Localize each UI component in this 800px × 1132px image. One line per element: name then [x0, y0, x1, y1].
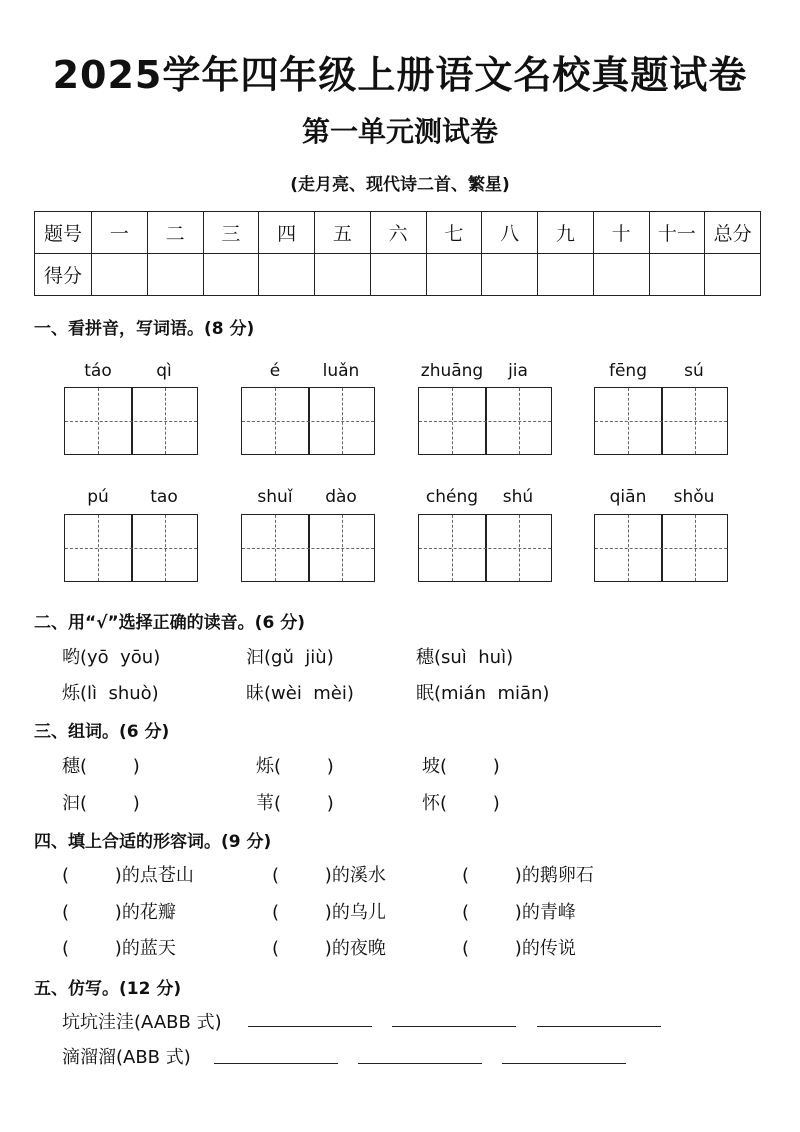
score-table-col: 五 — [315, 212, 371, 254]
adjective-item[interactable]: ( )的传说 — [462, 938, 576, 959]
score-cell[interactable] — [705, 254, 761, 296]
pinyin: é — [269, 361, 281, 381]
pinyin: pú — [87, 487, 109, 507]
score-cell[interactable] — [203, 254, 259, 296]
adjective-item[interactable]: ( )的蓝天 — [62, 938, 176, 959]
word-item[interactable]: 穗( ) — [62, 756, 140, 777]
answer-blank[interactable] — [214, 1063, 338, 1064]
writing-grid[interactable] — [418, 514, 552, 582]
pinyin: zhuāng — [420, 361, 484, 381]
score-table-row2-header: 得分 — [35, 254, 92, 296]
score-cell[interactable] — [649, 254, 705, 296]
section4-heading: 四、填上合适的形容词。(9 分) — [34, 832, 272, 852]
imitation-prompt: 滴溜溜(ABB 式) — [62, 1047, 191, 1068]
pinyin: tao — [150, 487, 178, 507]
adjective-item[interactable]: ( )的花瓣 — [62, 902, 176, 923]
pinyin: shú — [502, 487, 534, 507]
section3-heading: 三、组词。(6 分) — [34, 722, 170, 742]
answer-blank[interactable] — [502, 1063, 626, 1064]
writing-grid[interactable] — [241, 387, 375, 455]
lesson-list: (走月亮、现代诗二首、繁星) — [290, 175, 510, 195]
answer-blank[interactable] — [537, 1026, 661, 1027]
writing-grid[interactable] — [64, 387, 198, 455]
pinyin: shuǐ — [257, 487, 293, 507]
adjective-item[interactable]: ( )的鹅卵石 — [462, 865, 594, 886]
adjective-item[interactable]: ( )的夜晚 — [272, 938, 386, 959]
score-cell[interactable] — [92, 254, 148, 296]
writing-grid[interactable] — [241, 514, 375, 582]
pinyin: luǎn — [322, 361, 360, 381]
writing-grid[interactable] — [594, 387, 728, 455]
pinyin: fēng — [608, 361, 647, 381]
score-table-col: 总分 — [705, 212, 761, 254]
section1-heading: 一、看拼音，写词语。(8 分) — [34, 319, 255, 339]
word-item[interactable]: 坡( ) — [422, 756, 500, 777]
pinyin: jia — [508, 361, 528, 381]
writing-grid[interactable] — [64, 514, 198, 582]
score-cell[interactable] — [315, 254, 371, 296]
pinyin: shǒu — [673, 487, 715, 507]
section5-heading: 五、仿写。(12 分) — [34, 979, 182, 999]
score-table-col: 十 — [593, 212, 649, 254]
word-item[interactable]: 汩( ) — [62, 793, 140, 814]
score-cell[interactable] — [259, 254, 315, 296]
score-table-col: 六 — [370, 212, 426, 254]
imitation-prompt: 坑坑洼洼(AABB 式) — [62, 1012, 222, 1033]
pronunciation-item[interactable]: 昧(wèi mèi) — [246, 683, 354, 704]
answer-blank[interactable] — [358, 1063, 482, 1064]
section2-heading: 二、用“√”选择正确的读音。(6 分) — [34, 613, 305, 633]
score-cell[interactable] — [370, 254, 426, 296]
score-table-header-row — [35, 212, 761, 254]
score-table-row1-header: 题号 — [35, 212, 92, 254]
adjective-item[interactable]: ( )的乌儿 — [272, 902, 386, 923]
pronunciation-item[interactable]: 汩(gǔ jiù) — [246, 647, 334, 668]
word-item[interactable]: 苇( ) — [256, 793, 334, 814]
pinyin: chéng — [425, 487, 479, 507]
page-title: 2025学年四年级上册语文名校真题试卷 — [52, 53, 748, 97]
score-table — [34, 211, 761, 296]
score-table-score-row — [35, 254, 761, 296]
score-cell[interactable] — [147, 254, 203, 296]
score-cell[interactable] — [538, 254, 594, 296]
answer-blank[interactable] — [392, 1026, 516, 1027]
score-table-col: 九 — [538, 212, 594, 254]
word-item[interactable]: 烁( ) — [256, 756, 334, 777]
score-cell[interactable] — [593, 254, 649, 296]
score-table-col: 三 — [203, 212, 259, 254]
score-table-col: 一 — [92, 212, 148, 254]
answer-blank[interactable] — [248, 1026, 372, 1027]
word-item[interactable]: 怀( ) — [422, 793, 500, 814]
pronunciation-item[interactable]: 穗(suì huì) — [416, 647, 514, 668]
adjective-item[interactable]: ( )的点苍山 — [62, 865, 194, 886]
score-table-col: 十一 — [649, 212, 705, 254]
score-cell[interactable] — [426, 254, 482, 296]
pronunciation-item[interactable]: 烁(lì shuò) — [62, 683, 159, 704]
score-cell[interactable] — [482, 254, 538, 296]
pinyin: dào — [325, 487, 357, 507]
pinyin: táo — [84, 361, 112, 381]
adjective-item[interactable]: ( )的溪水 — [272, 865, 386, 886]
pinyin: qì — [156, 361, 172, 381]
score-table-col: 八 — [482, 212, 538, 254]
pronunciation-item[interactable]: 哟(yō yōu) — [62, 647, 161, 668]
writing-grid[interactable] — [418, 387, 552, 455]
writing-grid[interactable] — [594, 514, 728, 582]
pinyin: sú — [684, 361, 704, 381]
adjective-item[interactable]: ( )的青峰 — [462, 902, 576, 923]
unit-subtitle: 第一单元测试卷 — [301, 115, 498, 148]
score-table-col: 二 — [147, 212, 203, 254]
pronunciation-item[interactable]: 眠(mián miān) — [416, 683, 550, 704]
pinyin: qiān — [609, 487, 647, 507]
score-table-col: 四 — [259, 212, 315, 254]
score-table-col: 七 — [426, 212, 482, 254]
